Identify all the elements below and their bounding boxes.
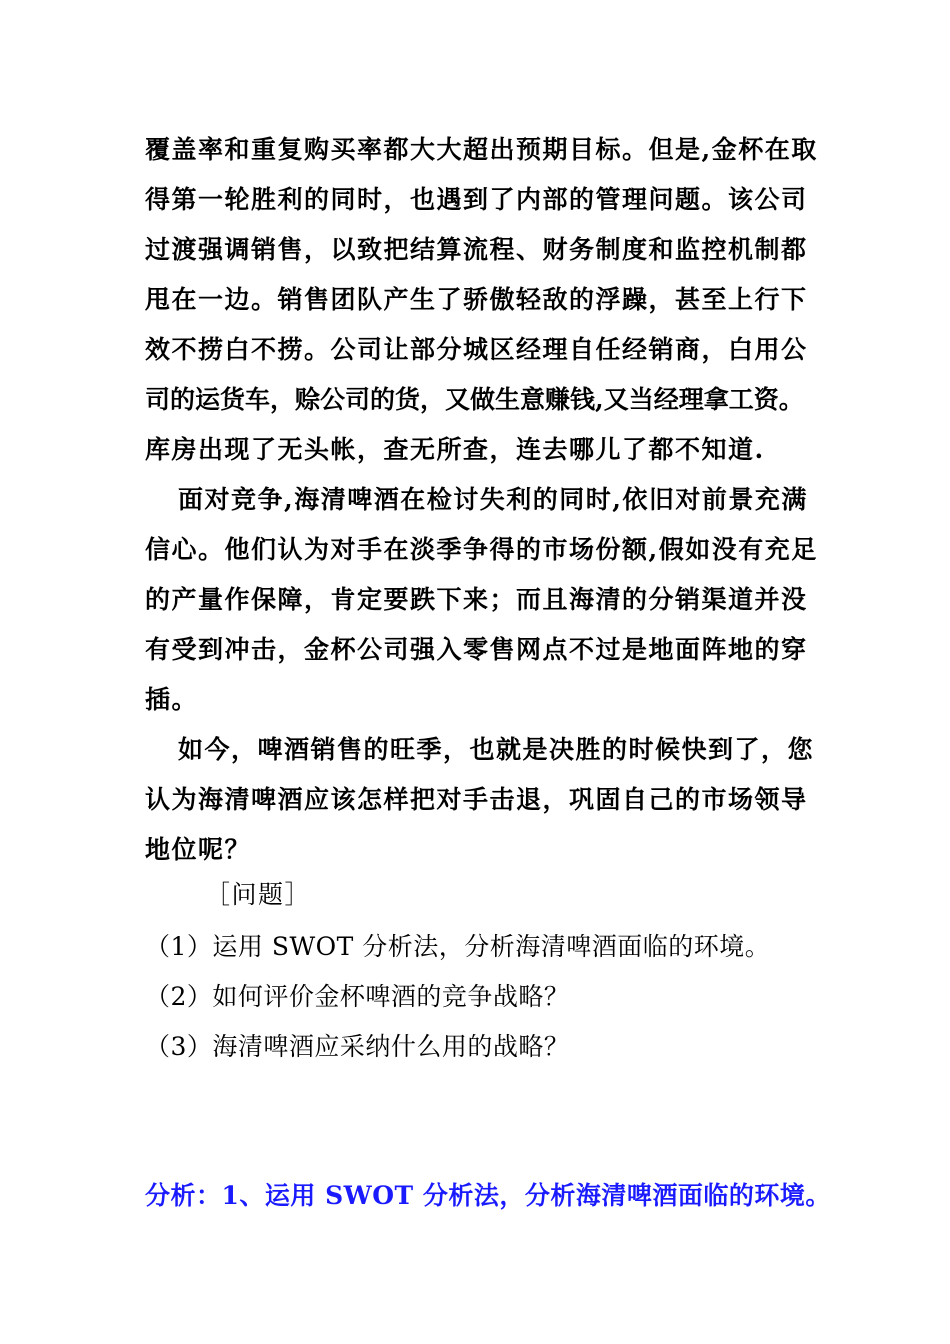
paragraph-line: 如今，啤酒销售的旺季，也就是决胜的时候快到了，您 <box>178 735 815 764</box>
question-item: （2）如何评价金杯啤酒的竞争战略？ <box>145 982 570 1011</box>
paragraph-line: 甩在一边。销售团队产生了骄傲轻敌的浮躁，甚至上行下 <box>145 285 808 314</box>
analysis-heading: 分析：1、运用 SWOT 分析法，分析海清啤酒面临的环境。 <box>145 1181 831 1210</box>
paragraph-line: 插。 <box>145 685 199 714</box>
paragraph-line: 得第一轮胜利的同时，也遇到了内部的管理问题。该公司 <box>145 185 808 214</box>
paragraph-line: 司的运货车，赊公司的货，又做生意赚钱,又当经理拿工资。 <box>145 385 804 414</box>
paragraph-line: 信心。他们认为对手在淡季争得的市场份额,假如没有充足 <box>145 535 818 564</box>
paragraph-line: 地位呢？ <box>145 835 252 864</box>
paragraph-line: 面对竞争,海清啤酒在检讨失利的同时,依旧对前景充满 <box>178 485 808 514</box>
questions-heading: ［问题］ <box>205 880 312 909</box>
paragraph-line: 过渡强调销售，以致把结算流程、财务制度和监控机制都 <box>145 235 808 264</box>
question-item: （1）运用 SWOT 分析法，分析海清啤酒面临的环境。 <box>145 932 771 961</box>
paragraph-line: 效不捞白不捞。公司让部分城区经理自任经销商，白用公 <box>145 335 808 364</box>
question-item: （3）海清啤酒应采纳什么用的战略？ <box>145 1032 570 1061</box>
paragraph-line: 的产量作保障，肯定要跌下来；而且海清的分销渠道并没 <box>145 585 808 614</box>
paragraph-line: 覆盖率和重复购买率都大大超出预期目标。但是,金杯在取 <box>145 135 818 164</box>
paragraph-line: 认为海清啤酒应该怎样把对手击退，巩固自己的市场领导 <box>145 785 808 814</box>
paragraph-line: 有受到冲击，金杯公司强入零售网点不过是地面阵地的穿 <box>145 635 808 664</box>
paragraph-line: 库房出现了无头帐，查无所查，连去哪儿了都不知道. <box>145 435 765 464</box>
